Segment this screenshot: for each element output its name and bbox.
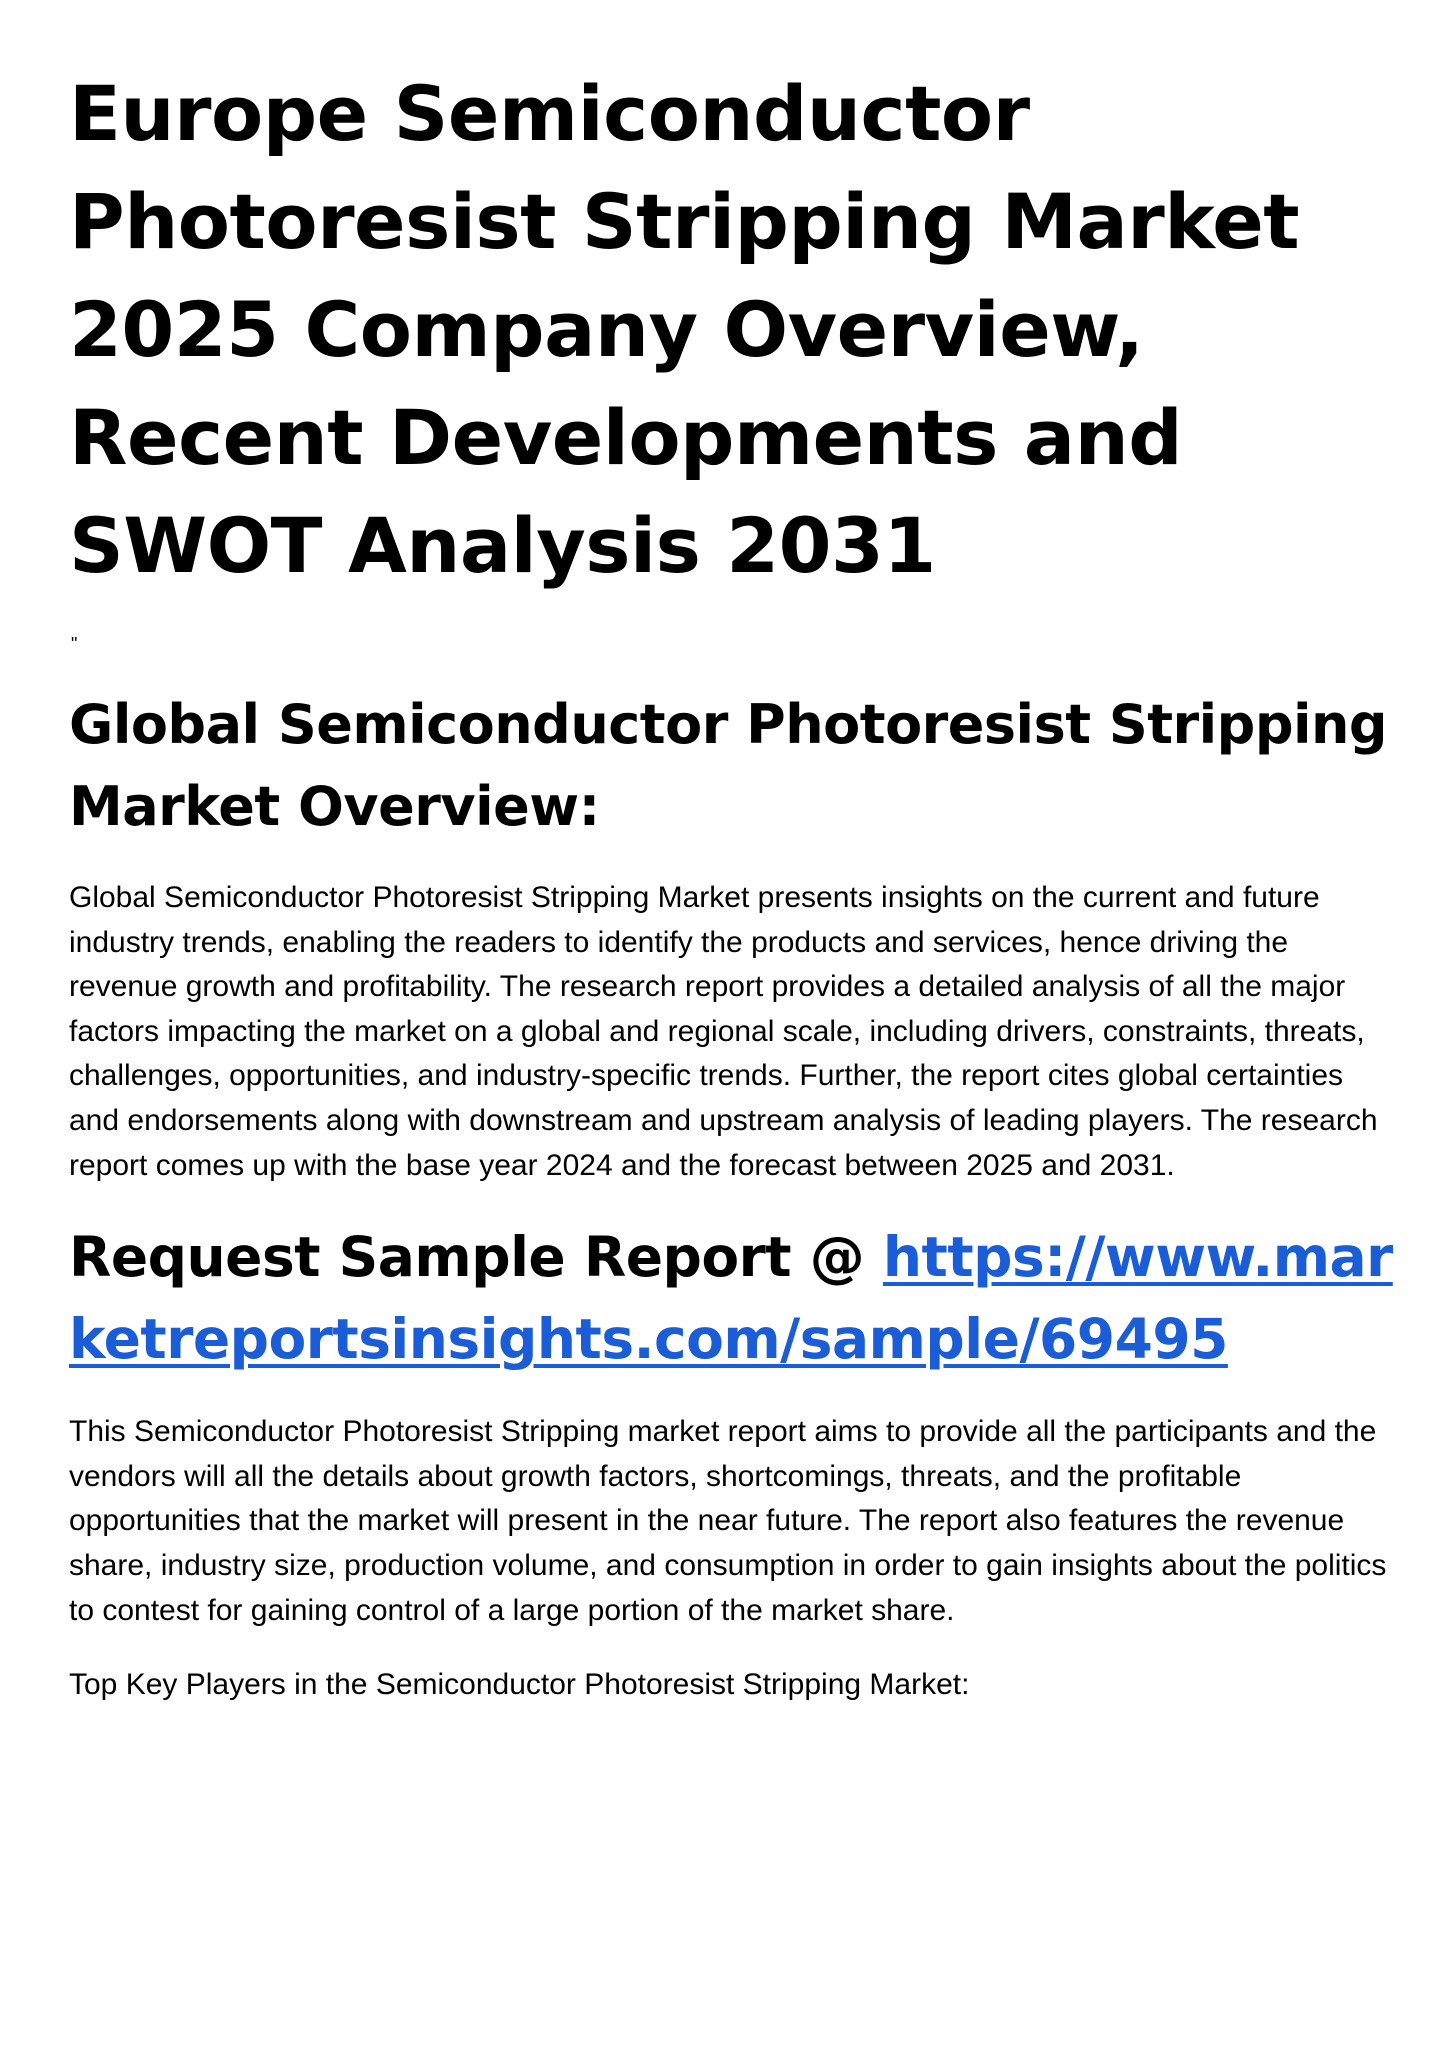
overview-heading: Global Semiconductor Photoresist Stripping Market Overview: bbox=[69, 693, 1388, 838]
request-sample-heading bbox=[69, 1216, 1399, 1380]
key-players-label: Top Key Players in the Semiconductor Photoresist Stripping Market: bbox=[69, 1668, 970, 1702]
request-sample-link[interactable]: https://www.marketreportsinsights.com/sample/69495 bbox=[69, 1225, 1393, 1372]
request-sample-label: Request Sample Report @ bbox=[69, 1225, 883, 1290]
page-title: Europe Semiconductor Photoresist Stripping Market 2025 Company Overview, Recent Developments and SWOT Analysis 2031 bbox=[69, 69, 1300, 590]
report-paragraph: This Semiconductor Photoresist Stripping market report aims to provide all the participants and the vendors will all the details about growth factors, shortcomings, threats, and the profitable opportunities that the market will present in the near future. The report also features the revenue share, industry size, production volume, and consumption in order to gain insights about the politics to contest for gaining control of a large portion of the market share. bbox=[69, 1415, 1387, 1627]
overview-paragraph: Global Semiconductor Photoresist Stripping Market presents insights on the current and future industry trends, enabling the readers to identify the products and services, hence driving the revenue growth and profitability. The research report provides a detailed analysis of all the major factors impacting the market on a global and regional scale, including drivers, constraints, threats, challenges, opportunities, and industry-specific trends. Further, the report cites global certainties and endorsements along with downstream and upstream analysis of leading players. The research report comes up with the base year 2024 and the forecast between 2025 and 2031. bbox=[69, 881, 1378, 1182]
stray-quote-mark: " bbox=[71, 634, 78, 654]
document-page bbox=[69, 60, 1399, 1707]
